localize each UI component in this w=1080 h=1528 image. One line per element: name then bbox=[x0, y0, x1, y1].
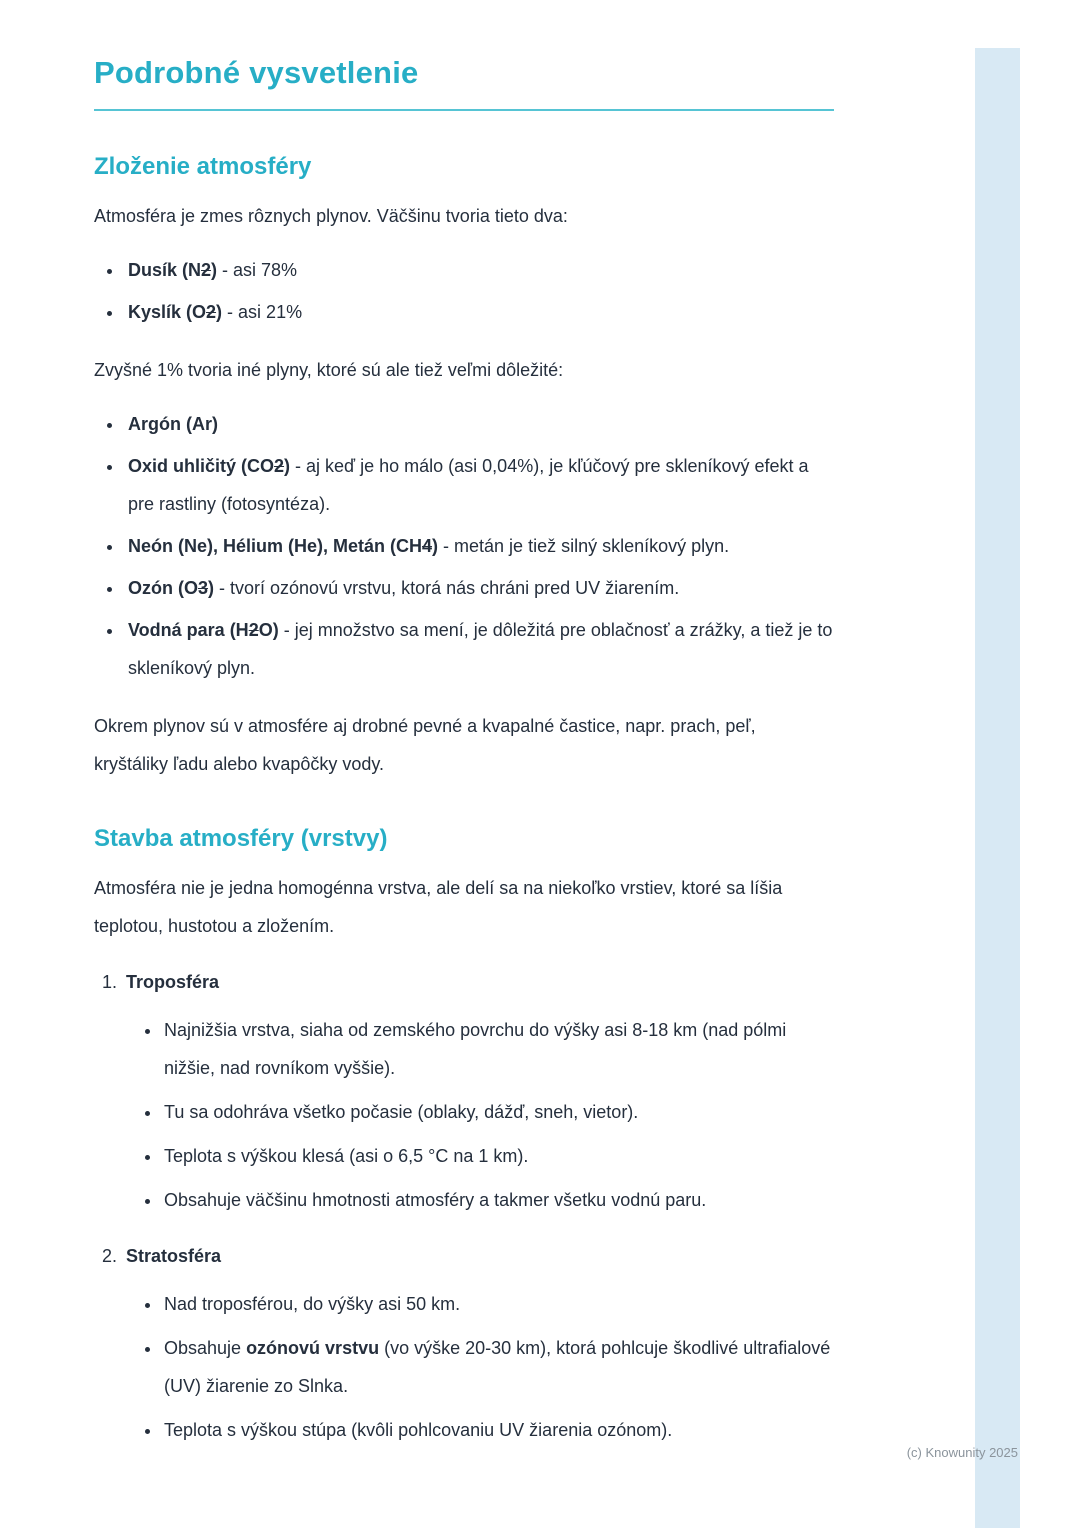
list-item bbox=[124, 293, 834, 331]
text-run: - asi 78% bbox=[217, 260, 298, 281]
text-run: (vo výške 20-30 km), ktorá pohlcuje škodlivé ultrafialové (UV) žiarenie zo Slnka. bbox=[164, 1338, 831, 1397]
sub-list-item bbox=[162, 1285, 834, 1323]
text-run: Okrem plynov sú v atmosfére aj drobné pevné a kvapalné častice, napr. prach, peľ, kryštáliky ľadu alebo kvapôčky vody. bbox=[94, 716, 756, 775]
text-run: Stratosféra bbox=[126, 1246, 222, 1267]
text-run: Zvyšné 1% tvoria iné plyny, ktoré sú ale tiež veľmi dôležité: bbox=[94, 360, 564, 381]
watermark: (c) Knowunity 2025 bbox=[906, 1445, 1018, 1460]
text-run: 2 bbox=[201, 260, 212, 281]
list-item bbox=[124, 569, 834, 607]
text-run: Tu sa odohráva všetko počasie (oblaky, dážď, sneh, vietor). bbox=[164, 1102, 639, 1123]
text-run: Obsahuje väčšinu hmotnosti atmosféry a takmer všetku vodnú paru. bbox=[164, 1190, 707, 1211]
sub-list-item bbox=[162, 1093, 834, 1131]
bullet-list bbox=[94, 405, 834, 687]
text-run: Kyslík (O bbox=[128, 302, 207, 323]
numbered-list bbox=[94, 967, 834, 1449]
section-heading: Zloženie atmosféry bbox=[94, 153, 312, 181]
sub-bullet-list bbox=[126, 1011, 834, 1219]
text-run: Teplota s výškou klesá (asi o 6,5 °C na 1 km). bbox=[164, 1146, 529, 1167]
text-run: Atmosféra nie je jedna homogénna vrstva, ale delí sa na niekoľko vrstiev, ktoré sa líšia teplotou, hustotou a zložením. bbox=[94, 878, 783, 937]
text-run: Nad troposférou, do výšky asi 50 km. bbox=[164, 1294, 461, 1315]
page-side-strip bbox=[975, 48, 1020, 1528]
sub-list-item bbox=[162, 1181, 834, 1219]
text-run: 4 bbox=[422, 536, 433, 557]
text-run: Obsahuje bbox=[164, 1338, 247, 1359]
list-item bbox=[124, 405, 834, 443]
sub-bullet-list bbox=[126, 1285, 834, 1449]
text-run: - asi 21% bbox=[222, 302, 303, 323]
paragraph bbox=[94, 869, 834, 945]
paragraph bbox=[94, 351, 834, 389]
text-run: - metán je tiež silný skleníkový plyn. bbox=[438, 536, 730, 557]
text-run: - jej množstvo sa mení, je dôležitá pre oblačnosť a zrážky, a tiež je to skleníkový plyn. bbox=[128, 620, 833, 679]
text-run: 3 bbox=[198, 578, 209, 599]
document-content bbox=[94, 54, 834, 1471]
text-run: 2 bbox=[206, 302, 217, 323]
numbered-item bbox=[122, 967, 834, 1219]
text-run: 2 bbox=[274, 456, 285, 477]
text-run: 2 bbox=[248, 620, 259, 641]
list-item bbox=[124, 527, 834, 565]
text-run: ) bbox=[208, 578, 215, 599]
text-run: Najnižšia vrstva, siaha od zemského povrchu do výšky asi 8-18 km (nad pólmi nižšie, nad rovníkom vyššie). bbox=[164, 1020, 787, 1079]
text-run: Argón (Ar) bbox=[128, 414, 218, 435]
text-run: - aj keď je ho málo (asi 0,04%), je kľúčový pre skleníkový efekt a pre rastliny (fotosyntéza). bbox=[128, 456, 809, 515]
section-heading: Stavba atmosféry (vrstvy) bbox=[94, 825, 388, 853]
bullet-list bbox=[94, 251, 834, 331]
text-run: Vodná para (H bbox=[128, 620, 249, 641]
title-divider bbox=[94, 109, 834, 111]
list-item bbox=[124, 251, 834, 289]
text-run: ) bbox=[284, 456, 291, 477]
text-run: Atmosféra je zmes rôznych plynov. Väčšinu tvoria tieto dva: bbox=[94, 206, 568, 227]
text-run: ) bbox=[432, 536, 439, 557]
text-run: - tvorí ozónovú vrstvu, ktorá nás chráni pred UV žiarením. bbox=[214, 578, 680, 599]
numbered-item bbox=[122, 1241, 834, 1449]
sections-container bbox=[94, 153, 834, 1449]
page-title: Podrobné vysvetlenie bbox=[94, 55, 419, 90]
list-item bbox=[124, 447, 834, 523]
text-run: Ozón (O bbox=[128, 578, 198, 599]
text-run: O) bbox=[258, 620, 279, 641]
text-run: Dusík (N bbox=[128, 260, 202, 281]
sub-list-item bbox=[162, 1411, 834, 1449]
text-run: ) bbox=[216, 302, 223, 323]
text-run: Teplota s výškou stúpa (kvôli pohlcovaniu UV žiarenia ozónom). bbox=[164, 1420, 673, 1441]
text-run: ozónovú vrstvu bbox=[246, 1338, 380, 1359]
list-item bbox=[124, 611, 834, 687]
text-run: Neón (Ne), Hélium (He), Metán (CH bbox=[128, 536, 423, 557]
text-run: Oxid uhličitý (CO bbox=[128, 456, 275, 477]
paragraph bbox=[94, 197, 834, 235]
paragraph bbox=[94, 707, 834, 783]
sub-list-item bbox=[162, 1011, 834, 1087]
sub-list-item bbox=[162, 1329, 834, 1405]
text-run: Troposféra bbox=[126, 972, 220, 993]
sub-list-item bbox=[162, 1137, 834, 1175]
text-run: ) bbox=[211, 260, 218, 281]
